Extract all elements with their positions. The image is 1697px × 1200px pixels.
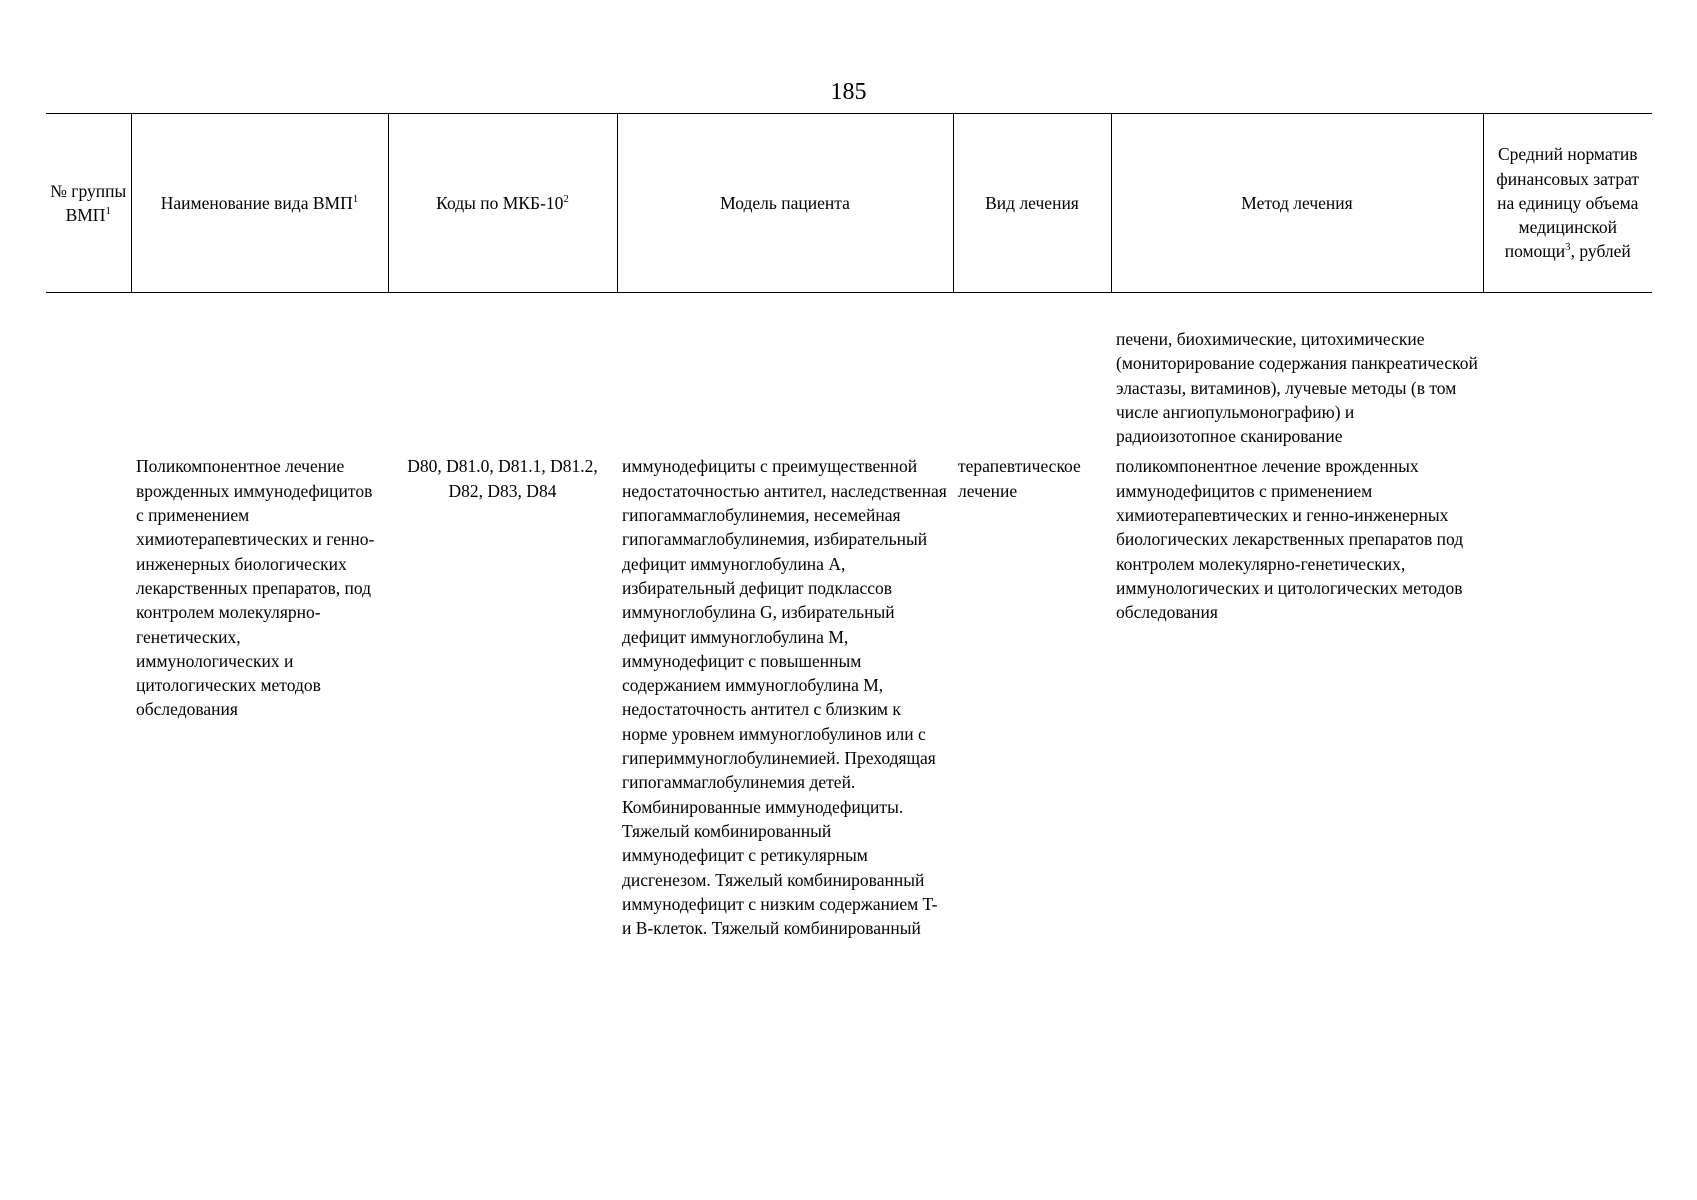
cell-treatment-method: поликомпонентное лечение врожденных иммунодефицитов с применением химиотерапевтических и генно-инженерных биологических лекарственных препаратов под контролем молекулярно-генетических, иммунологических и цитологических методов обследования bbox=[1116, 456, 1464, 623]
table-header-row bbox=[46, 114, 1652, 293]
cell-treatment-method-continued: печени, биохимические, цитохимические (мониторирование содержания панкреатической эластазы, витаминов), лучевые методы (в том числе ангиопульмонографию) и радиоизотопное сканирование bbox=[1116, 329, 1478, 447]
header-patient-model: Модель пациента bbox=[617, 114, 953, 293]
table-spacer-row bbox=[46, 293, 1652, 328]
vmp-table bbox=[46, 113, 1652, 940]
cell-patient-model: иммунодефициты с преимущественной недостаточностью антител, наследственная гипогаммаглобулинемия, несемейная гипогаммаглобулинемия, избирательный дефицит иммуноглобулина A, избирательный дефицит подклассов иммуноглобулина G, избирательный дефицит иммуноглобулина M, иммунодефицит с повышенным содержанием иммуноглобулина M, недостаточность антител с близким к норме уровнем иммуноглобулинов или с гипериммуноглобулинемией. Преходящая гипогаммаглобулинемия детей. Комбинированные иммунодефициты. Тяжелый комбинированный иммунодефицит с ретикулярным дисгенезом. Тяжелый комбинированный иммунодефицит с низким содержанием T- и B-клеток. Тяжелый комбинированный bbox=[622, 456, 947, 939]
cell-treatment-type: терапевтическое лечение bbox=[958, 456, 1081, 501]
header-icd-codes: Коды по МКБ-$10^2$ bbox=[388, 114, 617, 293]
cell-icd-codes: D80, D81.0, D81.1, D81.2, D82, D83, D84 bbox=[407, 456, 598, 501]
page-number: 185 bbox=[830, 79, 867, 105]
header-vmp-name: Наименование вида ВМП$^1$ bbox=[131, 114, 388, 293]
header-treatment-method: Метод лечения bbox=[1111, 114, 1483, 293]
header-treatment-type: Вид лечения bbox=[953, 114, 1111, 293]
cell-avg-cost bbox=[1483, 454, 1652, 940]
cell-group-no bbox=[46, 454, 131, 940]
table-row bbox=[46, 454, 1652, 940]
header-avg-cost: Средний норматив финансовых затрат на единицу объема медицинской помощи$^3$, рублей bbox=[1483, 114, 1652, 293]
header-group-no: № группы ВМП$^1$ bbox=[46, 114, 131, 293]
table-row-continuation bbox=[46, 327, 1652, 454]
cell-vmp-name: Поликомпонентное лечение врожденных иммунодефицитов с применением химиотерапевтических и генно-инженерных биологических лекарственных препаратов, под контролем молекулярно-генетических, иммунологических и цитологических методов обследования bbox=[136, 456, 375, 720]
